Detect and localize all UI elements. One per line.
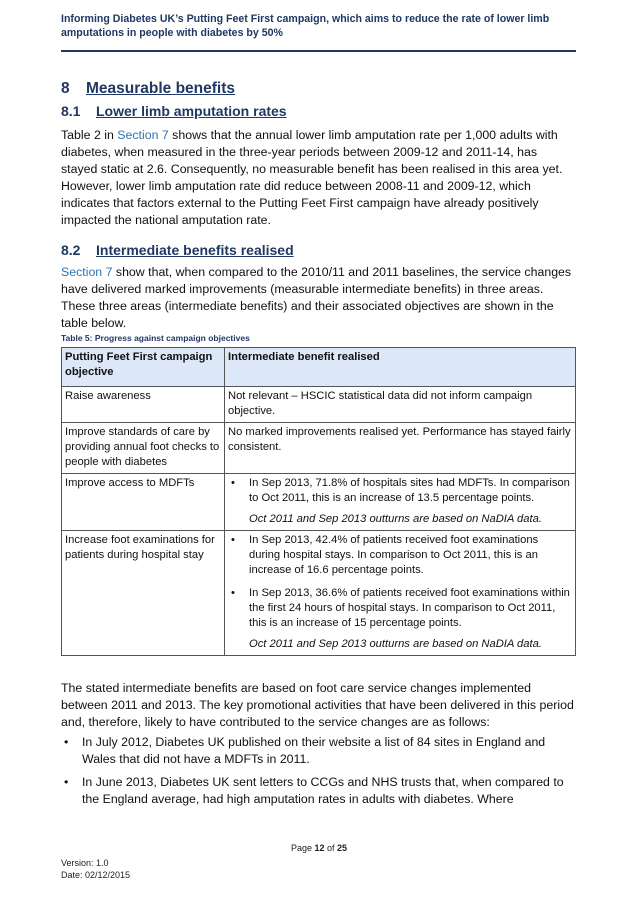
table-caption: Table 5: Progress against campaign objectives	[61, 333, 250, 343]
progress-table	[61, 347, 576, 656]
benefit-cell	[225, 531, 576, 656]
intermediate-paragraph	[61, 264, 576, 332]
section-title: Intermediate benefits realised	[96, 242, 294, 258]
data-source-note: Oct 2011 and Sep 2013 outturns are based on NaDIA data.	[249, 513, 542, 525]
section-8-heading	[61, 80, 235, 98]
section-8-2-heading	[61, 242, 294, 258]
date-label: Date: 02/12/2015	[61, 870, 131, 880]
version-label: Version: 1.0	[61, 858, 109, 868]
activity-bullet	[61, 774, 576, 808]
benefit-bullet: • In Sep 2013, 71.8% of hospitals sites had MDFTs. In comparison to Oct 2011, this is an increase of 13.5 percentage points.	[231, 477, 570, 504]
column-header-benefit: Intermediate benefit realised	[225, 348, 576, 387]
paragraph-text: Table 2 in	[61, 128, 118, 142]
section-8-1-heading	[61, 103, 287, 119]
benefit-cell	[225, 474, 576, 531]
section-title: Measurable benefits	[86, 80, 236, 97]
benefit-cell: No marked improvements realised yet. Performance has stayed fairly consistent.	[225, 423, 576, 474]
section-number: 8.1	[61, 103, 81, 119]
bullet-icon: •	[231, 477, 235, 489]
running-header: Informing Diabetes UK’s Putting Feet First campaign, which aims to reduce the rate of lower limb amputations in people with diabetes by 50%	[61, 13, 550, 39]
benefit-bullet: • In Sep 2013, 42.4% of patients received foot examinations during hospital stays. In comparison to Oct 2011, this is an increase of 16.6 percentage points.	[231, 534, 539, 576]
table-row	[62, 531, 576, 656]
bullet-icon: •	[231, 534, 235, 546]
amputation-paragraph	[61, 127, 576, 229]
bullet-icon: •	[231, 587, 235, 599]
section-7-link[interactable]: Section 7	[117, 128, 169, 142]
header-divider	[61, 50, 576, 52]
activity-bullet	[61, 734, 576, 768]
objective-cell: Raise awareness	[62, 387, 225, 423]
paragraph-text: show that, when compared to the 2010/11 and 2011 baselines, the service changes have delivered marked improvements (measurable intermediate benefits) in three areas. These three areas (intermediate benefits) and their associated objectives are shown in the table below.	[61, 265, 572, 330]
table-row	[62, 474, 576, 531]
bullet-text: In July 2012, Diabetes UK published on their website a list of 84 sites in England and Wales that did not have a MDFTs in 2011.	[82, 735, 546, 766]
paragraph-text: shows that the annual lower limb amputation rate per 1,000 adults with diabetes, when measured in the three-year periods between 2009-12 and 2011-14, has stayed static at 2.6. Consequently, no measurable benefit has been realised in this area yet. However, lower limb amputation rate did reduce between 2008-11 and 2009-12, which indicates that factors external to the Putting Feet First campaign have already positively impacted the national amputation rate.	[61, 128, 563, 227]
table-row	[62, 423, 576, 474]
objective-cell: Improve access to MDFTs	[62, 474, 225, 531]
section-number: 8	[61, 80, 70, 97]
column-header-objective: Putting Feet First campaign objective	[62, 348, 225, 387]
table-header-row	[62, 348, 576, 387]
section-title: Lower limb amputation rates	[96, 103, 287, 119]
objective-cell: Improve standards of care by providing annual foot checks to people with diabetes	[62, 423, 225, 474]
page-number: Page 12 of 25	[290, 843, 348, 853]
bullet-text: In June 2013, Diabetes UK sent letters to CCGs and NHS trusts that, when compared to the England average, had high amputation rates in adults with diabetes. Where	[82, 775, 564, 806]
section-number: 8.2	[61, 242, 81, 258]
bullet-icon: •	[64, 735, 69, 749]
objective-cell: Increase foot examinations for patients during hospital stay	[62, 531, 225, 656]
bullet-icon: •	[64, 775, 69, 789]
activities-paragraph: The stated intermediate benefits are based on foot care service changes implemented between 2011 and 2013. The key promotional activities that have been delivered in this period and, therefore, likely to have contributed to the service changes are as follows:	[61, 681, 574, 729]
table-row	[62, 387, 576, 423]
section-7-link[interactable]: Section 7	[61, 265, 113, 279]
data-source-note: Oct 2011 and Sep 2013 outturns are based on NaDIA data.	[249, 638, 542, 650]
benefit-bullet: • In Sep 2013, 36.6% of patients received foot examinations within the first 24 hours of hospital stays. In comparison to Oct 2011, this is an increase of 15 percentage points.	[231, 587, 570, 629]
benefit-cell: Not relevant – HSCIC statistical data did not inform campaign objective.	[225, 387, 576, 423]
